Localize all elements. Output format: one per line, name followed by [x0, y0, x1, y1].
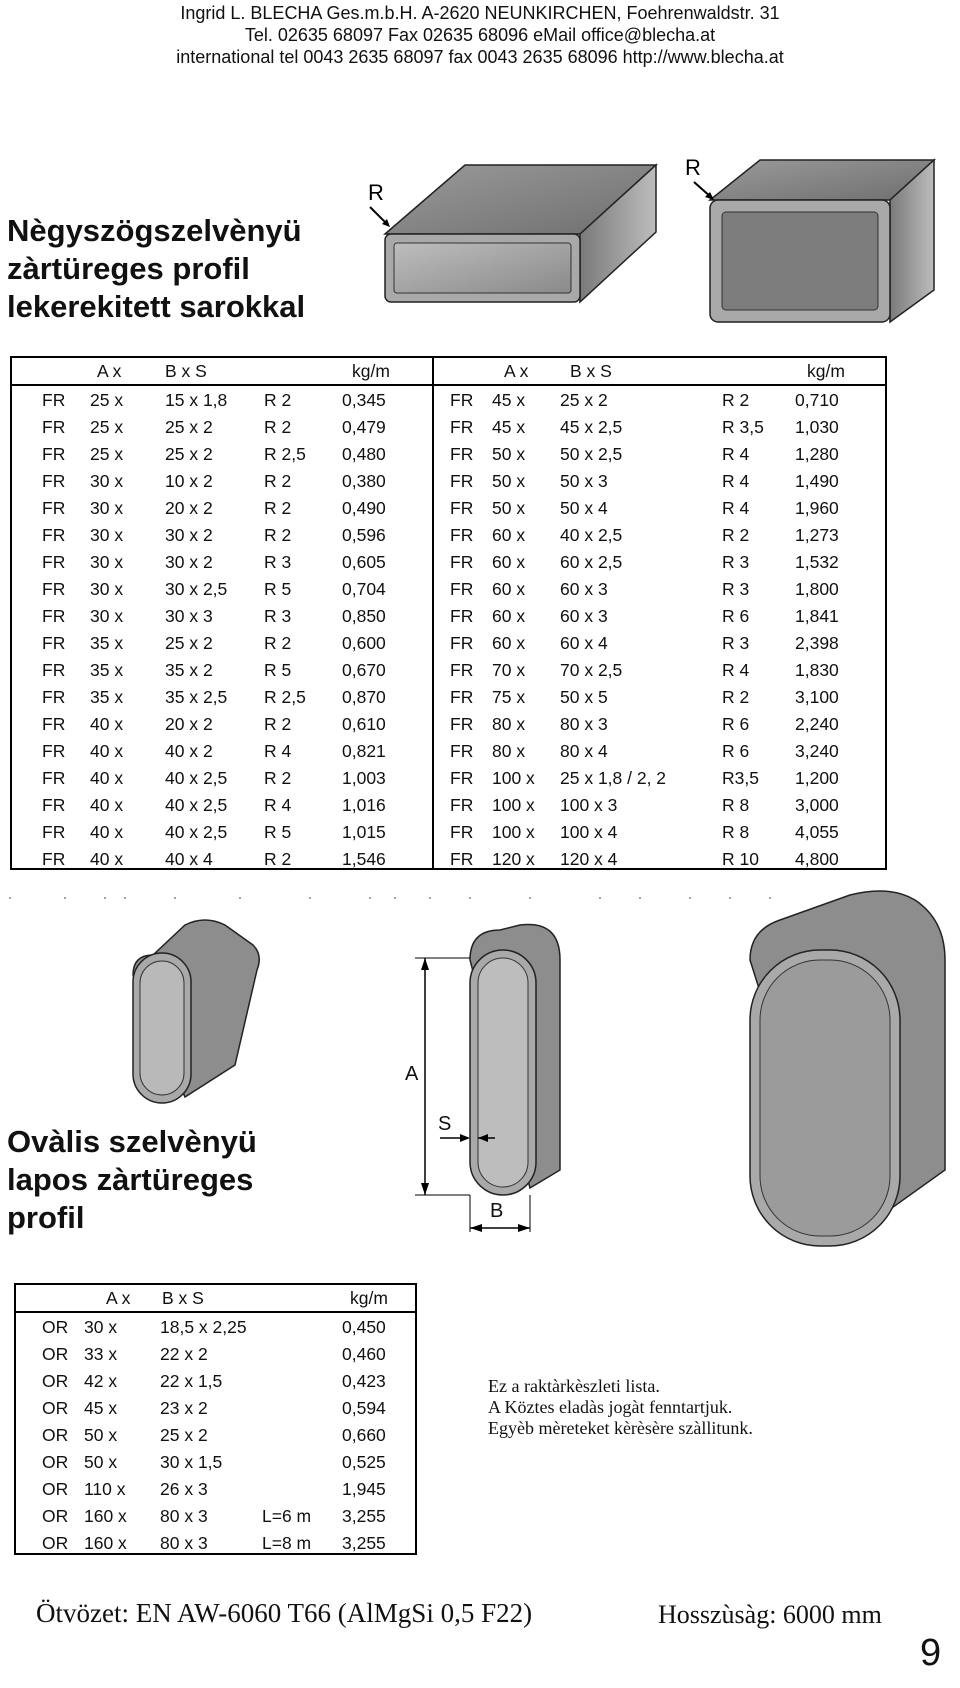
cell-a: 70 x [492, 660, 526, 680]
col-header-a: A x [504, 361, 529, 381]
cell-b: 60 x 3 [560, 606, 608, 626]
cell-kg: 1,532 [795, 552, 839, 572]
cell-b: 60 x 3 [560, 579, 608, 599]
oval-profile-dimension-illustration [410, 920, 610, 1240]
cell-a: 40 x [90, 741, 124, 761]
cell-b: 10 x 2 [165, 471, 213, 491]
cell-radius: R 2 [264, 633, 292, 653]
cell-a: 25 x [90, 390, 124, 410]
cell-a: 160 x [84, 1506, 127, 1526]
cell-b: 80 x 3 [160, 1533, 208, 1553]
cell-kg: 4,055 [795, 822, 839, 842]
cell-type: FR [450, 822, 474, 842]
cell-kg: 1,830 [795, 660, 839, 680]
cell-radius: R 4 [722, 660, 750, 680]
cell-kg: 4,800 [795, 849, 839, 869]
oval-section-title [7, 1123, 257, 1237]
cell-a: 42 x [84, 1371, 118, 1391]
cell-a: 60 x [492, 606, 526, 626]
cell-kg: 1,960 [795, 498, 839, 518]
cell-a: 30 x [90, 525, 124, 545]
table-row [12, 441, 885, 468]
company-international-line: international tel 0043 2635 68097 fax 0043 2635 68096 http://www.blecha.at [176, 47, 784, 67]
cell-radius: R 6 [722, 606, 750, 626]
cell-type: FR [42, 768, 66, 788]
table-row [12, 387, 885, 414]
cell-type: FR [450, 579, 474, 599]
table-row [12, 738, 885, 765]
cell-a: 30 x [90, 471, 124, 491]
cell-radius: R 2 [264, 390, 292, 410]
cell-b: 70 x 2,5 [560, 660, 623, 680]
cell-type: FR [450, 795, 474, 815]
cell-b: 50 x 5 [560, 687, 608, 707]
cell-b: 15 x 1,8 [165, 390, 228, 410]
cell-b: 80 x 3 [160, 1506, 208, 1526]
cell-kg: 3,000 [795, 795, 839, 815]
cell-b: 25 x 1,8 / 2, 2 [560, 768, 667, 788]
cell-b: 23 x 2 [160, 1398, 208, 1418]
cell-kg: 1,200 [795, 768, 839, 788]
cell-radius: R 2 [264, 714, 292, 734]
cell-b: 45 x 2,5 [560, 417, 623, 437]
cell-radius: R 8 [722, 795, 750, 815]
dimension-label-b: B [490, 1200, 504, 1222]
cell-b: 22 x 2 [160, 1344, 208, 1364]
cell-kg: 0,596 [342, 525, 386, 545]
cell-type: FR [450, 498, 474, 518]
cell-a: 40 x [90, 768, 124, 788]
cell-radius: R 6 [722, 741, 750, 761]
table-row [16, 1530, 415, 1557]
cell-a: 30 x [90, 552, 124, 572]
table-row [16, 1449, 415, 1476]
cell-b: 80 x 4 [560, 741, 608, 761]
cell-kg: 0,670 [342, 660, 386, 680]
cell-kg: 0,490 [342, 498, 386, 518]
cell-radius: R 4 [264, 795, 292, 815]
cell-type: FR [42, 606, 66, 626]
cell-radius: R 2 [722, 525, 750, 545]
rect-title-line: lekerekitett sarokkal [7, 289, 306, 324]
cell-b: 25 x 2 [165, 417, 213, 437]
cell-type: FR [42, 633, 66, 653]
company-name-line: Ingrid L. BLECHA Ges.m.b.H. A-2620 NEUNKIRCHEN, Foehrenwaldstr. 31 [180, 3, 780, 23]
cell-a: 50 x [492, 498, 526, 518]
cell-radius: R 2 [264, 417, 292, 437]
rect-title-line: Nègyszögszelvènyü [7, 213, 302, 248]
cell-type: FR [450, 390, 474, 410]
oval-title-line: lapos zàrtüreges [7, 1162, 254, 1197]
stock-note [488, 1376, 753, 1439]
page-number: 9 [920, 1632, 942, 1674]
cell-kg: 3,240 [795, 741, 839, 761]
cell-type: FR [450, 714, 474, 734]
cell-type: FR [450, 660, 474, 680]
cell-kg: 1,546 [342, 849, 386, 869]
cell-radius: R 2,5 [264, 444, 306, 464]
table-row [12, 657, 885, 684]
cell-radius: R 5 [264, 822, 292, 842]
cell-type: FR [450, 417, 474, 437]
cell-a: 30 x [90, 579, 124, 599]
table-row [12, 522, 885, 549]
cell-radius: R 3 [264, 552, 292, 572]
cell-type: FR [42, 849, 66, 869]
cell-type: FR [450, 741, 474, 761]
cell-b: 35 x 2 [165, 660, 213, 680]
cell-b: 50 x 3 [560, 471, 608, 491]
cell-a: 60 x [492, 579, 526, 599]
cell-kg: 1,016 [342, 795, 386, 815]
cell-kg: 1,280 [795, 444, 839, 464]
cell-type: OR [42, 1344, 69, 1364]
cell-b: 20 x 2 [165, 714, 213, 734]
cell-type: FR [42, 741, 66, 761]
length-spec: Hosszùsàg: 6000 mm [658, 1600, 882, 1629]
alloy-spec: Ötvözet: EN AW-6060 T66 (AlMgSi 0,5 F22) [36, 1598, 533, 1628]
cell-kg: 0,380 [342, 471, 386, 491]
cell-b: 60 x 4 [560, 633, 608, 653]
cell-type: OR [42, 1506, 69, 1526]
cell-a: 30 x [90, 606, 124, 626]
cell-b: 40 x 2,5 [165, 768, 228, 788]
cell-length: L=6 m [262, 1506, 312, 1526]
col-header-b: B x S [162, 1288, 204, 1308]
cell-radius: R 4 [722, 498, 750, 518]
cell-kg: 0,345 [342, 390, 386, 410]
cell-type: OR [42, 1479, 69, 1499]
cell-a: 50 x [492, 444, 526, 464]
col-header-b: B x S [570, 361, 612, 381]
cell-type: FR [42, 552, 66, 572]
table-header-row [12, 358, 885, 385]
col-header-kg: kg/m [350, 1288, 388, 1308]
cell-a: 35 x [90, 687, 124, 707]
cell-type: OR [42, 1371, 69, 1391]
rect-profile-table [10, 356, 887, 870]
cell-a: 30 x [90, 498, 124, 518]
cell-b: 100 x 3 [560, 795, 618, 815]
rect-section-title [7, 212, 305, 326]
cell-kg: 1,945 [342, 1479, 386, 1499]
table-row [12, 711, 885, 738]
cell-b: 40 x 2,5 [560, 525, 623, 545]
cell-type: FR [42, 822, 66, 842]
cell-b: 100 x 4 [560, 822, 618, 842]
cell-b: 30 x 1,5 [160, 1452, 223, 1472]
cell-a: 120 x [492, 849, 535, 869]
cell-kg: 2,398 [795, 633, 839, 653]
cell-kg: 0,594 [342, 1398, 386, 1418]
cell-b: 25 x 2 [165, 444, 213, 464]
cell-a: 75 x [492, 687, 526, 707]
oval-title-line: profil [7, 1200, 85, 1235]
note-line: Ez a raktàrkèszleti lista. [488, 1376, 660, 1396]
cell-type: OR [42, 1425, 69, 1445]
dimension-label-a: A [405, 1063, 419, 1085]
cell-kg: 0,660 [342, 1425, 386, 1445]
cell-radius: R 4 [264, 741, 292, 761]
cell-kg: 0,704 [342, 579, 386, 599]
table-row [12, 414, 885, 441]
cell-kg: 0,600 [342, 633, 386, 653]
cell-kg: 1,841 [795, 606, 839, 626]
cell-a: 50 x [84, 1425, 118, 1445]
cell-a: 80 x [492, 741, 526, 761]
cell-type: FR [42, 714, 66, 734]
table-row [12, 468, 885, 495]
cell-kg: 3,255 [342, 1506, 386, 1526]
table-row [16, 1503, 415, 1530]
cell-length: L=8 m [262, 1533, 312, 1553]
cell-type: FR [42, 417, 66, 437]
cell-radius: R 10 [722, 849, 759, 869]
table-row [12, 576, 885, 603]
cell-type: OR [42, 1398, 69, 1418]
cell-b: 120 x 4 [560, 849, 618, 869]
col-header-a: A x [97, 361, 122, 381]
cell-b: 22 x 1,5 [160, 1371, 223, 1391]
radius-label: R [368, 180, 384, 205]
cell-a: 45 x [84, 1398, 118, 1418]
cell-b: 40 x 2,5 [165, 822, 228, 842]
cell-radius: R 4 [722, 471, 750, 491]
company-contact-line: Tel. 02635 68097 Fax 02635 68096 eMail office@blecha.at [244, 25, 716, 45]
cell-type: FR [450, 849, 474, 869]
cell-kg: 0,710 [795, 390, 839, 410]
cell-a: 100 x [492, 768, 535, 788]
cell-type: FR [450, 768, 474, 788]
table-row [16, 1341, 415, 1368]
cell-type: FR [450, 606, 474, 626]
cell-type: FR [42, 498, 66, 518]
cell-kg: 0,479 [342, 417, 386, 437]
cell-type: FR [450, 633, 474, 653]
cell-radius: R 8 [722, 822, 750, 842]
cell-a: 33 x [84, 1344, 118, 1364]
cell-kg: 3,255 [342, 1533, 386, 1553]
cell-kg: 0,850 [342, 606, 386, 626]
rect-profile-illustration [368, 150, 660, 330]
cell-a: 30 x [84, 1317, 118, 1337]
cell-kg: 0,821 [342, 741, 386, 761]
cell-b: 30 x 2 [165, 552, 213, 572]
cell-type: FR [42, 525, 66, 545]
cell-radius: R 3 [722, 579, 750, 599]
cell-kg: 1,003 [342, 768, 386, 788]
cell-kg: 1,015 [342, 822, 386, 842]
cell-a: 100 x [492, 795, 535, 815]
cell-b: 18,5 x 2,25 [160, 1317, 247, 1337]
cell-b: 50 x 4 [560, 498, 608, 518]
cell-radius: R 2 [264, 471, 292, 491]
cell-type: FR [42, 660, 66, 680]
table-row [12, 549, 885, 576]
note-line: A Köztes eladàs jogàt fenntartjuk. [488, 1397, 733, 1417]
cell-kg: 0,460 [342, 1344, 386, 1364]
cell-a: 50 x [492, 471, 526, 491]
oval-profile-small-illustration [125, 915, 265, 1105]
cell-b: 40 x 4 [165, 849, 213, 869]
cell-type: FR [450, 552, 474, 572]
radius-label: R [685, 155, 701, 180]
cell-type: FR [450, 471, 474, 491]
cell-type: FR [42, 390, 66, 410]
square-profile-illustration [685, 150, 960, 330]
cell-kg: 2,240 [795, 714, 839, 734]
cell-type: FR [42, 444, 66, 464]
cell-a: 25 x [90, 417, 124, 437]
cell-type: FR [42, 795, 66, 815]
oval-title-line: Ovàlis szelvènyü [7, 1124, 257, 1159]
cell-type: FR [450, 444, 474, 464]
cell-a: 45 x [492, 390, 526, 410]
cell-radius: R 5 [264, 660, 292, 680]
cell-kg: 0,450 [342, 1317, 386, 1337]
cell-kg: 0,870 [342, 687, 386, 707]
cell-radius: R 4 [722, 444, 750, 464]
cell-b: 25 x 2 [165, 633, 213, 653]
cell-kg: 0,610 [342, 714, 386, 734]
cell-kg: 0,605 [342, 552, 386, 572]
cell-type: OR [42, 1317, 69, 1337]
cell-a: 40 x [90, 849, 124, 869]
cell-b: 26 x 3 [160, 1479, 208, 1499]
cell-kg: 1,490 [795, 471, 839, 491]
table-row [12, 765, 885, 792]
cell-a: 40 x [90, 714, 124, 734]
cell-b: 30 x 2,5 [165, 579, 228, 599]
oval-profile-large-illustration [740, 890, 950, 1250]
table-header-row [16, 1285, 415, 1312]
cell-a: 60 x [492, 633, 526, 653]
cell-b: 50 x 2,5 [560, 444, 623, 464]
cell-type: OR [42, 1533, 69, 1553]
cell-b: 20 x 2 [165, 498, 213, 518]
cell-radius: R 6 [722, 714, 750, 734]
cell-b: 25 x 2 [160, 1425, 208, 1445]
cell-a: 160 x [84, 1533, 127, 1553]
cell-radius: R 2 [264, 849, 292, 869]
col-header-kg: kg/m [807, 361, 845, 381]
cell-a: 45 x [492, 417, 526, 437]
dimension-label-s: S [438, 1113, 452, 1135]
cell-radius: R 2 [264, 768, 292, 788]
cell-type: OR [42, 1452, 69, 1472]
cell-a: 60 x [492, 552, 526, 572]
table-row [12, 846, 885, 873]
cell-radius: R 3 [722, 552, 750, 572]
table-row [12, 684, 885, 711]
cell-kg: 0,480 [342, 444, 386, 464]
cell-radius: R 2 [722, 390, 750, 410]
cell-type: FR [42, 471, 66, 491]
cell-b: 40 x 2 [165, 741, 213, 761]
cell-radius: R 2 [722, 687, 750, 707]
cell-radius: R 5 [264, 579, 292, 599]
cell-a: 40 x [90, 822, 124, 842]
cell-kg: 0,423 [342, 1371, 386, 1391]
cell-radius: R 3,5 [722, 417, 764, 437]
col-header-kg: kg/m [352, 361, 390, 381]
cell-a: 80 x [492, 714, 526, 734]
cell-b: 30 x 2 [165, 525, 213, 545]
cell-a: 100 x [492, 822, 535, 842]
cell-kg: 3,100 [795, 687, 839, 707]
cell-b: 35 x 2,5 [165, 687, 228, 707]
cell-a: 40 x [90, 795, 124, 815]
cell-a: 60 x [492, 525, 526, 545]
cell-a: 50 x [84, 1452, 118, 1472]
cell-radius: R 2 [264, 498, 292, 518]
table-row [16, 1368, 415, 1395]
table-row [12, 792, 885, 819]
cell-b: 40 x 2,5 [165, 795, 228, 815]
table-row [12, 819, 885, 846]
table-row [16, 1314, 415, 1341]
cell-a: 35 x [90, 633, 124, 653]
table-row [12, 630, 885, 657]
cell-radius: R3,5 [722, 768, 759, 788]
cell-kg: 1,030 [795, 417, 839, 437]
cell-radius: R 2,5 [264, 687, 306, 707]
cell-radius: R 2 [264, 525, 292, 545]
col-header-a: A x [106, 1288, 131, 1308]
table-row [12, 495, 885, 522]
cell-b: 25 x 2 [560, 390, 608, 410]
table-row [16, 1476, 415, 1503]
cell-kg: 1,273 [795, 525, 839, 545]
cell-type: FR [42, 687, 66, 707]
cell-type: FR [450, 525, 474, 545]
cell-a: 35 x [90, 660, 124, 680]
rect-title-line: zàrtüreges profil [7, 251, 250, 286]
cell-kg: 1,800 [795, 579, 839, 599]
separator-dots [10, 896, 810, 900]
cell-b: 60 x 2,5 [560, 552, 623, 572]
cell-a: 25 x [90, 444, 124, 464]
oval-profile-table [14, 1283, 417, 1555]
cell-radius: R 3 [722, 633, 750, 653]
cell-a: 110 x [84, 1479, 126, 1499]
col-header-b: B x S [165, 361, 207, 381]
cell-radius: R 3 [264, 606, 292, 626]
table-row [12, 603, 885, 630]
table-row [16, 1422, 415, 1449]
cell-type: FR [42, 579, 66, 599]
cell-b: 80 x 3 [560, 714, 608, 734]
cell-b: 30 x 3 [165, 606, 213, 626]
cell-type: FR [450, 687, 474, 707]
note-line: Egyèb mèreteket kèrèsère szàllitunk. [488, 1418, 753, 1438]
cell-kg: 0,525 [342, 1452, 386, 1472]
table-row [16, 1395, 415, 1422]
